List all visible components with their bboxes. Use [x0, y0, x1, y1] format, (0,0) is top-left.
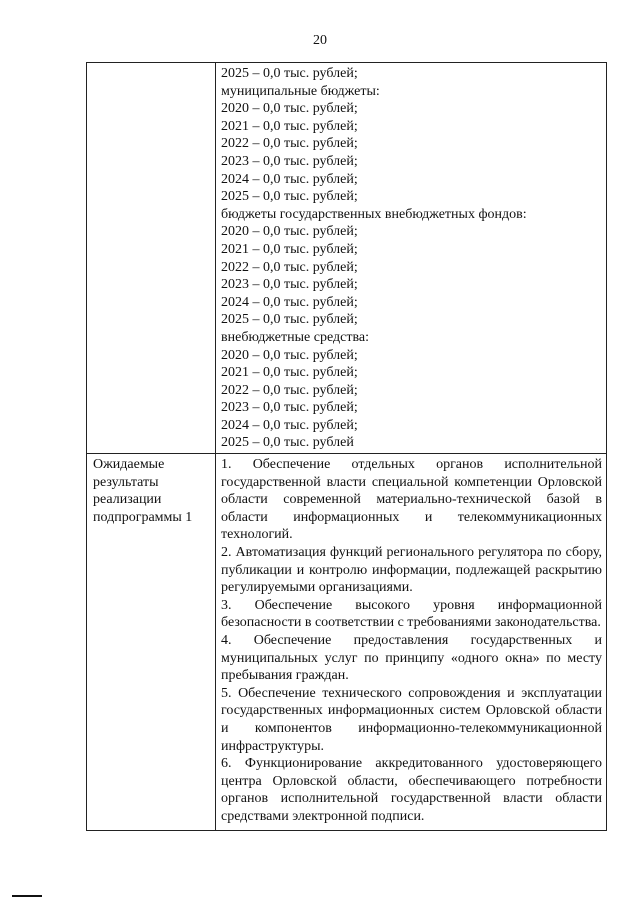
funding-line: 2022 – 0,0 тыс. рублей;: [221, 136, 358, 152]
results-row: [87, 454, 607, 830]
funding-line: 2025 – 0,0 тыс. рублей;: [221, 312, 358, 328]
funding-line: 2021 – 0,0 тыс. рублей;: [221, 365, 358, 381]
funding-line: 2022 – 0,0 тыс. рублей;: [221, 259, 358, 275]
program-passport-table: [86, 62, 607, 831]
funding-line: 2024 – 0,0 тыс. рублей;: [221, 171, 358, 187]
funding-line: 2020 – 0,0 тыс. рублей;: [221, 224, 358, 240]
result-item: 2. Автоматизация функций регионального регулятора по сбору, публикации и контролю информации, подлежащей раскрытию регулируемыми организациями.: [221, 545, 602, 596]
results-label-line: Ожидаемые: [93, 457, 165, 473]
results-label-line: подпрограммы 1: [93, 509, 193, 525]
funding-line: 2022 – 0,0 тыс. рублей;: [221, 382, 358, 398]
funding-line: 2023 – 0,0 тыс. рублей;: [221, 400, 358, 416]
page-number: 20: [313, 33, 327, 48]
funding-line: 2025 – 0,0 тыс. рублей;: [221, 66, 358, 81]
results-label-line: реализации: [93, 492, 162, 508]
result-item: 4. Обеспечение предоставления государственных и муниципальных услуг по принципу «одного окна» по месту пребывания граждан.: [221, 633, 602, 684]
funding-line: 2024 – 0,0 тыс. рублей;: [221, 417, 358, 433]
result-item: 3. Обеспечение высокого уровня информационной безопасности в соответствии с требованиями законодательства.: [221, 597, 602, 631]
funding-line: 2021 – 0,0 тыс. рублей;: [221, 118, 358, 134]
funding-line: 2021 – 0,0 тыс. рублей;: [221, 241, 358, 257]
results-label-line: результаты: [93, 474, 159, 490]
funding-line: бюджеты государственных внебюджетных фондов:: [221, 206, 527, 222]
funding-label-cell: [87, 63, 216, 454]
results-cell: [216, 454, 607, 830]
funding-line: 2024 – 0,0 тыс. рублей;: [221, 294, 358, 310]
result-item: 5. Обеспечение технического сопровождения и эксплуатации государственных информационных систем Орловской области и компонентов информационно-телекоммуникационной инфраструктуры.: [221, 685, 602, 754]
funding-line: 2020 – 0,0 тыс. рублей;: [221, 101, 358, 117]
funding-line: муниципальные бюджеты:: [221, 83, 380, 99]
results-label-cell: [87, 454, 216, 830]
funding-line: внебюджетные средства:: [221, 329, 369, 345]
funding-line: 2025 – 0,0 тыс. рублей;: [221, 189, 358, 205]
result-item: 1. Обеспечение отдельных органов исполнительной государственной власти специальной компетенции Орловской области современной материально-технической базой в области информационных и телекоммуникационных технологий.: [221, 457, 602, 543]
result-item: 6. Функционирование аккредитованного удостоверяющего центра Орловской области, обеспечивающего потребности органов исполнительной государственной власти области средствами электронной подписи.: [221, 756, 602, 824]
footer-rule: [12, 895, 42, 897]
funding-line: 2025 – 0,0 тыс. рублей: [221, 435, 354, 451]
funding-line: 2023 – 0,0 тыс. рублей;: [221, 153, 358, 169]
funding-row: [87, 63, 607, 454]
funding-cell: [216, 63, 607, 454]
funding-line: 2020 – 0,0 тыс. рублей;: [221, 347, 358, 363]
funding-line: 2023 – 0,0 тыс. рублей;: [221, 277, 358, 293]
